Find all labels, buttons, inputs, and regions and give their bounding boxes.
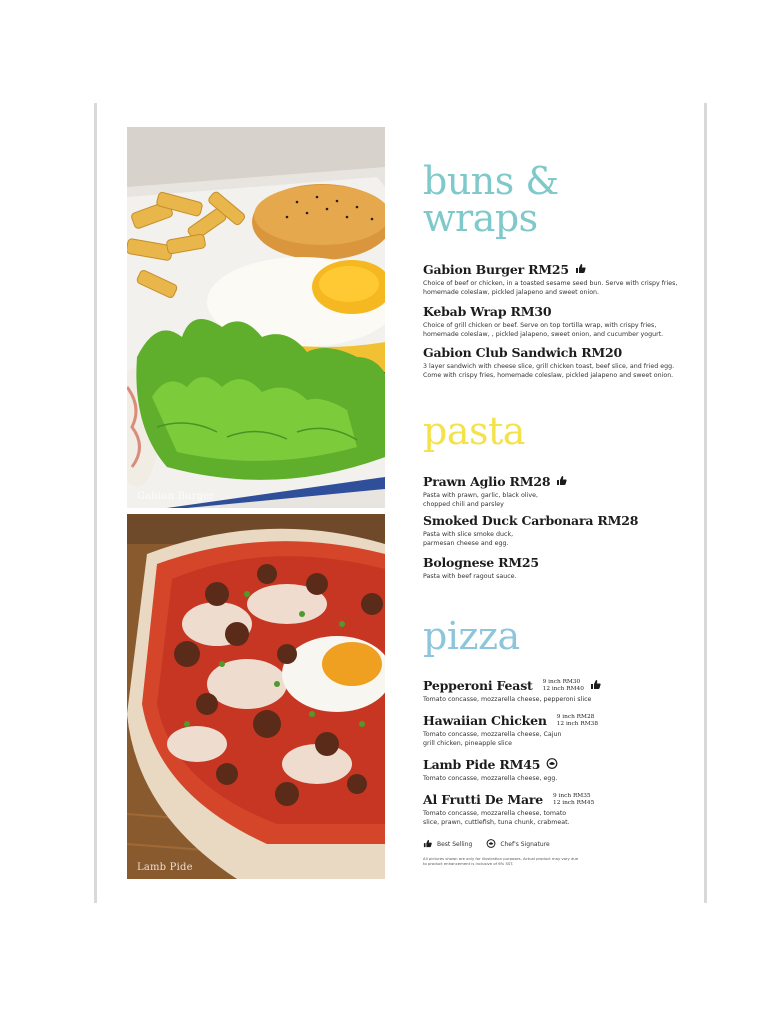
size-price-small: 9 inch RM28 [556,714,595,720]
burger-photo-caption: Gabion Burger [137,491,215,502]
menu-item-prawn-aglio [423,474,553,509]
menu-item-gabion-club-sandwich [423,345,688,380]
burger-photo [127,127,385,508]
section-title-pasta: pasta [423,409,525,453]
section-title-buns-wraps: buns & wraps [423,159,559,241]
menu-item-name: Pepperoni Feast [423,678,533,693]
menu-item-name: Hawaiian Chicken [423,713,547,728]
pizza-photo [127,514,385,879]
menu-item-description: Tomato concasse, mozzarella cheese, Cajun grill chicken, pineapple slice [423,731,562,747]
disclaimer-note: All pictures shown are only for illustration purposes. Actual product may vary due to product enhancement is inclusive of 6% SST. [423,856,579,866]
menu-item-description: Tomato concasse, mozzarella cheese, tomato slice, prawn, cuttlefish, tuna chunk, crabmeat. [423,810,570,826]
chef-hat-icon [546,757,558,772]
menu-item-name: Gabion Burger RM25 [423,262,569,277]
menu-item-hawaiian-chicken [423,713,599,748]
thumbs-up-icon [575,262,587,277]
legend-chefs-signature [486,839,549,850]
thumbs-up-icon [590,678,602,693]
menu-item-name: Bolognese RM25 [423,555,539,570]
legend-label: Chef's Signature [500,841,550,848]
menu-item-description: Pasta with prawn, garlic, black olive, chopped chili and parsley [423,492,539,508]
menu-item-smoked-duck-carbonara [423,513,639,548]
menu-item-name: Lamb Pide RM45 [423,757,541,772]
size-prices [543,679,584,692]
menu-item-al-frutti-de-mare [423,792,595,827]
menu-item-description: Pasta with beef ragout sauce. [423,573,517,580]
menu-item-lamb-pide [423,757,688,783]
right-border-line [704,103,707,903]
pizza-photo-caption: Lamb Pide [137,862,193,873]
size-price-large: 12 inch RM38 [556,720,599,727]
menu-item-description: Tomato concasse, mozzarella cheese, egg. [423,775,558,782]
menu-item-kebab-wrap [423,304,688,339]
menu-item-name: Kebab Wrap RM30 [423,304,552,319]
menu-item-name: Al Frutti De Mare [423,792,543,807]
size-prices [553,793,594,806]
menu-item-description: Choice of beef or chicken, in a toasted sesame seed bun. Serve with crispy fries, homemade coleslaw, pickled jalapeno and sweet onion. [423,280,678,296]
menu-item-name: Prawn Aglio RM28 [423,474,551,489]
section-title-pizza: pizza [423,614,520,658]
size-price-small: 9 inch RM35 [553,793,591,799]
menu-item-pepperoni-feast [423,678,688,704]
menu-item-description: Choice of grill chicken or beef. Serve on top tortilla wrap, with crispy fries, homemade coleslaw, , pickled jalapeno, sweet onion, and cucumber yogurt. [423,322,664,338]
thumbs-up-icon [556,474,568,489]
size-price-large: 12 inch RM40 [542,685,584,692]
menu-item-name: Smoked Duck Carbonara RM28 [423,513,639,528]
legend [423,839,564,850]
size-prices [557,714,598,727]
menu-item-description: Tomato concasse, mozzarella cheese, pepperoni slice [423,696,592,703]
chef-hat-icon [486,839,500,850]
menu-item-name: Gabion Club Sandwich RM20 [423,345,623,360]
menu-item-description: 3 layer sandwich with cheese slice, grill chicken toast, beef slice, and fried egg. Come with crispy fries, homemade coleslaw, pickled jalapeno and sweet onion. [423,363,675,379]
legend-best-selling [423,839,472,850]
menu-item-description: Pasta with slice smoke duck, parmesan cheese and egg. [423,531,514,547]
legend-label: Best Selling [437,841,473,848]
menu-item-bolognese [423,555,688,581]
thumbs-up-icon [423,839,437,850]
size-price-large: 12 inch RM45 [553,799,595,806]
left-border-line [94,103,97,903]
menu-item-gabion-burger [423,262,688,297]
size-price-small: 9 inch RM30 [542,679,581,685]
